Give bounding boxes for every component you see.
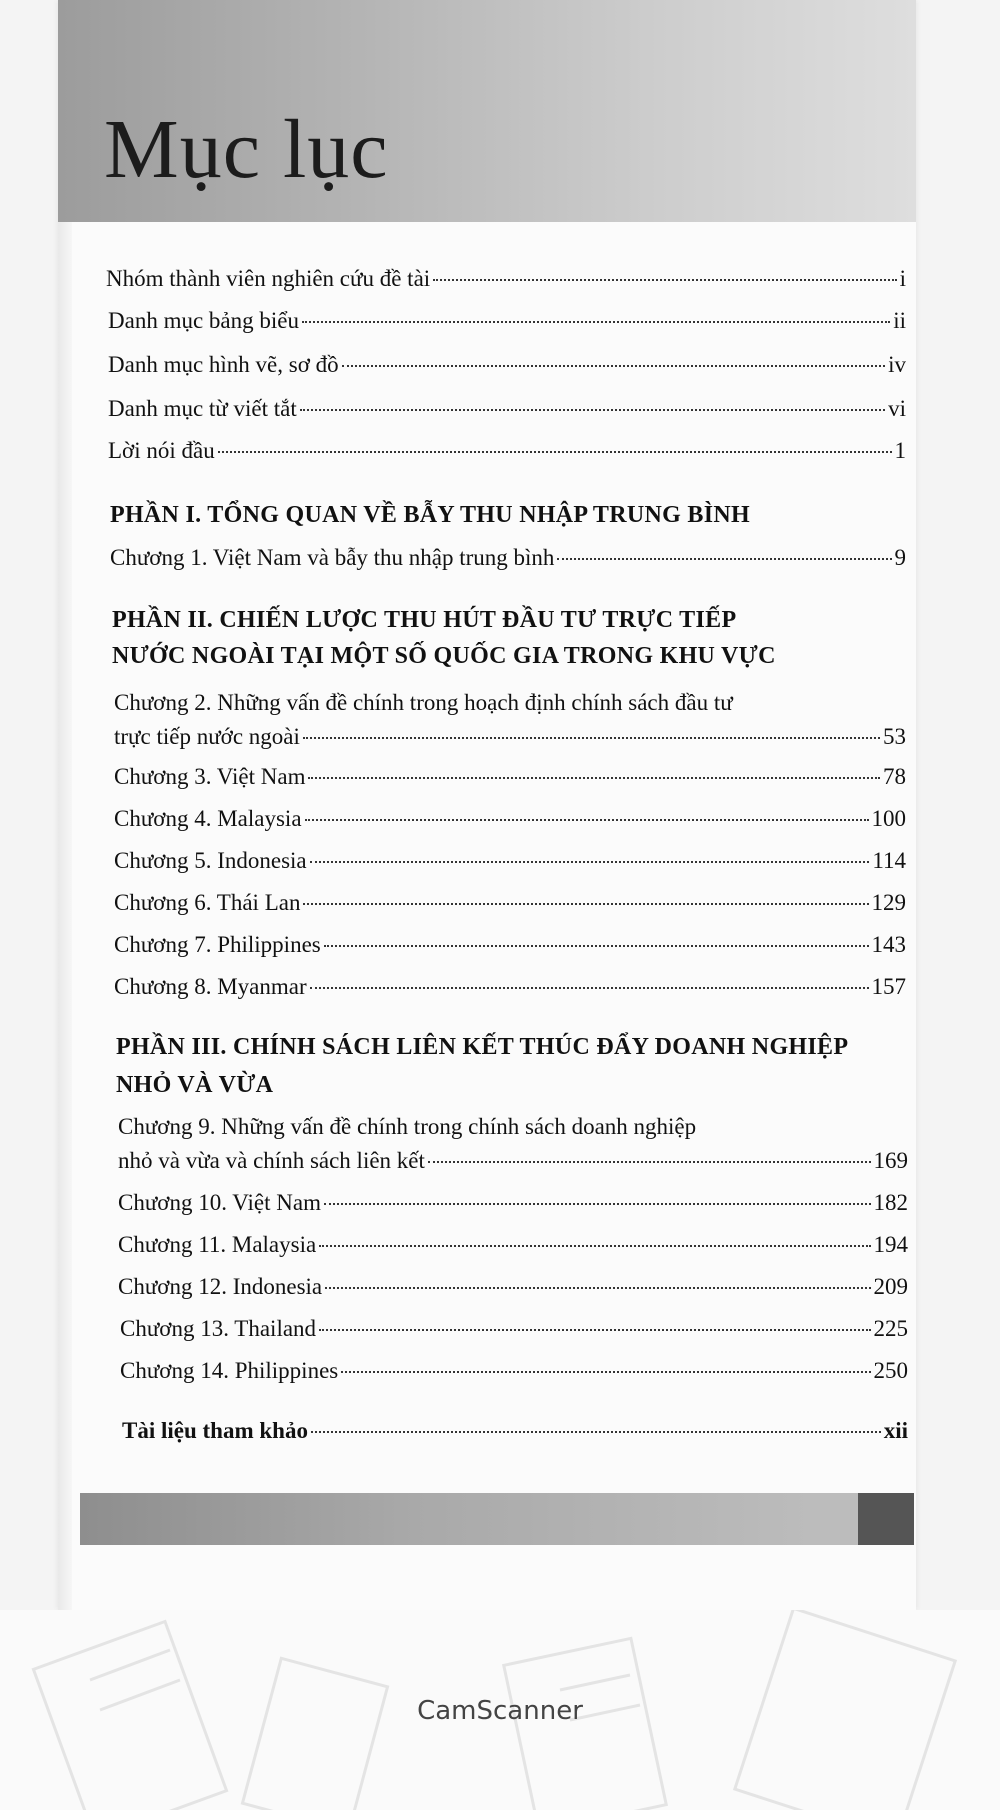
- toc-entry-label: Lời nói đầu: [108, 438, 215, 463]
- toc-entry-label: Chương 5. Indonesia: [114, 848, 307, 873]
- toc-entry-label: Chương 9. Những vấn đề chính trong chính sách doanh nghiệp: [118, 1114, 697, 1139]
- toc-entry-label: Chương 1. Việt Nam và bẫy thu nhập trung bình: [110, 545, 555, 570]
- toc-entry: [114, 846, 906, 876]
- dot-leader: [303, 737, 880, 739]
- page-title: Mục lục: [104, 103, 389, 196]
- dot-leader: [310, 861, 870, 863]
- toc-entry: [114, 762, 906, 792]
- toc-entry: [118, 1230, 908, 1260]
- toc-entry: [110, 543, 906, 573]
- part-heading: PHẦN III. CHÍNH SÁCH LIÊN KẾT THÚC ĐẨY DOANH NGHIỆP: [116, 1034, 849, 1060]
- dot-leader: [433, 279, 896, 281]
- part-heading: PHẦN II. CHIẾN LƯỢC THU HÚT ĐẦU TƯ TRỰC TIẾP: [112, 607, 737, 633]
- toc-entry: [120, 1356, 908, 1386]
- toc-entry-page: 209: [873, 1274, 908, 1299]
- dot-leader: [557, 558, 891, 560]
- toc-entry-label: Chương 3. Việt Nam: [114, 764, 306, 789]
- toc-entry-page: 9: [894, 545, 906, 570]
- dot-leader: [305, 819, 869, 821]
- toc-entry: [114, 972, 906, 1002]
- toc-entry-page: xii: [883, 1418, 908, 1443]
- toc-entry-label: Tài liệu tham khảo: [122, 1418, 308, 1443]
- dot-leader: [303, 903, 868, 905]
- toc-entry-page: vi: [888, 396, 906, 421]
- toc-entry: [118, 1188, 908, 1218]
- toc-entry-page: 194: [873, 1232, 908, 1257]
- part-heading: PHẦN I. TỔNG QUAN VỀ BẪY THU NHẬP TRUNG BÌNH: [110, 502, 750, 528]
- toc-entry-first-line: [118, 1112, 878, 1142]
- toc-entry: [108, 306, 906, 336]
- toc-entry: [114, 722, 906, 752]
- toc-entry-page: 250: [873, 1358, 908, 1383]
- toc-entry-page: 129: [871, 890, 906, 915]
- dot-leader: [325, 1287, 870, 1289]
- dot-leader: [310, 987, 869, 989]
- dot-leader: [324, 1203, 871, 1205]
- toc-entry: [114, 888, 906, 918]
- toc-entry-page: 78: [883, 764, 906, 789]
- toc-entry-label: Chương 10. Việt Nam: [118, 1190, 321, 1215]
- toc-entry-label: Danh mục hình vẽ, sơ đồ: [108, 352, 339, 377]
- toc-entry-page: 1: [894, 438, 906, 463]
- dot-leader: [342, 365, 885, 367]
- part-heading: NƯỚC NGOÀI TẠI MỘT SỐ QUỐC GIA TRONG KHU VỰC: [112, 643, 776, 669]
- toc-entry-page: 182: [873, 1190, 908, 1215]
- toc-entry-label: Chương 12. Indonesia: [118, 1274, 323, 1299]
- dot-leader: [319, 1245, 870, 1247]
- toc-entry: [108, 436, 906, 466]
- scanner-watermark-text: CamScanner: [417, 1696, 583, 1726]
- toc-entry-label: Chương 4. Malaysia: [114, 806, 302, 831]
- dot-leader: [300, 409, 885, 411]
- toc-entry-label: trực tiếp nước ngoài: [114, 724, 300, 749]
- toc-entry-page: 169: [873, 1148, 908, 1173]
- toc-entry-page: i: [899, 266, 906, 291]
- dot-leader: [319, 1329, 870, 1331]
- toc-entry-label: Chương 14. Philippines: [120, 1358, 339, 1383]
- toc-entry-page: 114: [872, 848, 906, 873]
- footer-band: [80, 1493, 914, 1545]
- toc-entry: [108, 350, 906, 380]
- toc-entry: [118, 1272, 908, 1302]
- footer-block: [858, 1493, 914, 1545]
- toc-entry: [122, 1416, 908, 1446]
- dot-leader: [324, 945, 869, 947]
- toc-entry-page: 53: [883, 724, 906, 749]
- toc-entry-page: 100: [871, 806, 906, 831]
- toc-entry: [108, 394, 906, 424]
- toc-entry-label: Chương 8. Myanmar: [114, 974, 307, 999]
- dot-leader: [428, 1161, 871, 1163]
- part-heading: NHỎ VÀ VỪA: [116, 1072, 274, 1098]
- table-of-contents: [58, 0, 916, 1500]
- toc-entry-page: iv: [888, 352, 906, 377]
- dot-leader: [218, 451, 892, 453]
- toc-entry-page: 225: [873, 1316, 908, 1341]
- dot-leader: [341, 1371, 870, 1373]
- book-page: [58, 0, 916, 1610]
- dot-leader: [308, 777, 880, 779]
- toc-entry-label: Chương 2. Những vấn đề chính trong hoạch định chính sách đầu tư: [114, 690, 733, 715]
- toc-entry-label: Danh mục từ viết tắt: [108, 396, 297, 421]
- toc-entry-first-line: [114, 688, 874, 718]
- toc-entry-page: 157: [871, 974, 906, 999]
- toc-entry: [118, 1146, 908, 1176]
- dot-leader: [302, 321, 890, 323]
- toc-entry: [114, 930, 906, 960]
- toc-entry-label: Nhóm thành viên nghiên cứu đề tài: [106, 266, 431, 291]
- toc-entry: [106, 264, 906, 294]
- toc-entry-label: Chương 11. Malaysia: [118, 1232, 317, 1257]
- toc-entry-label: Chương 13. Thailand: [120, 1316, 317, 1341]
- toc-entry-label: Chương 6. Thái Lan: [114, 890, 301, 915]
- toc-entry: [114, 804, 906, 834]
- toc-entry: [120, 1314, 908, 1344]
- toc-entry-label: nhỏ và vừa và chính sách liên kết: [118, 1148, 425, 1173]
- dot-leader: [311, 1431, 881, 1433]
- toc-entry-page: 143: [871, 932, 906, 957]
- toc-entry-page: ii: [893, 308, 906, 333]
- toc-entry-label: Chương 7. Philippines: [114, 932, 321, 957]
- toc-entry-label: Danh mục bảng biểu: [108, 308, 299, 333]
